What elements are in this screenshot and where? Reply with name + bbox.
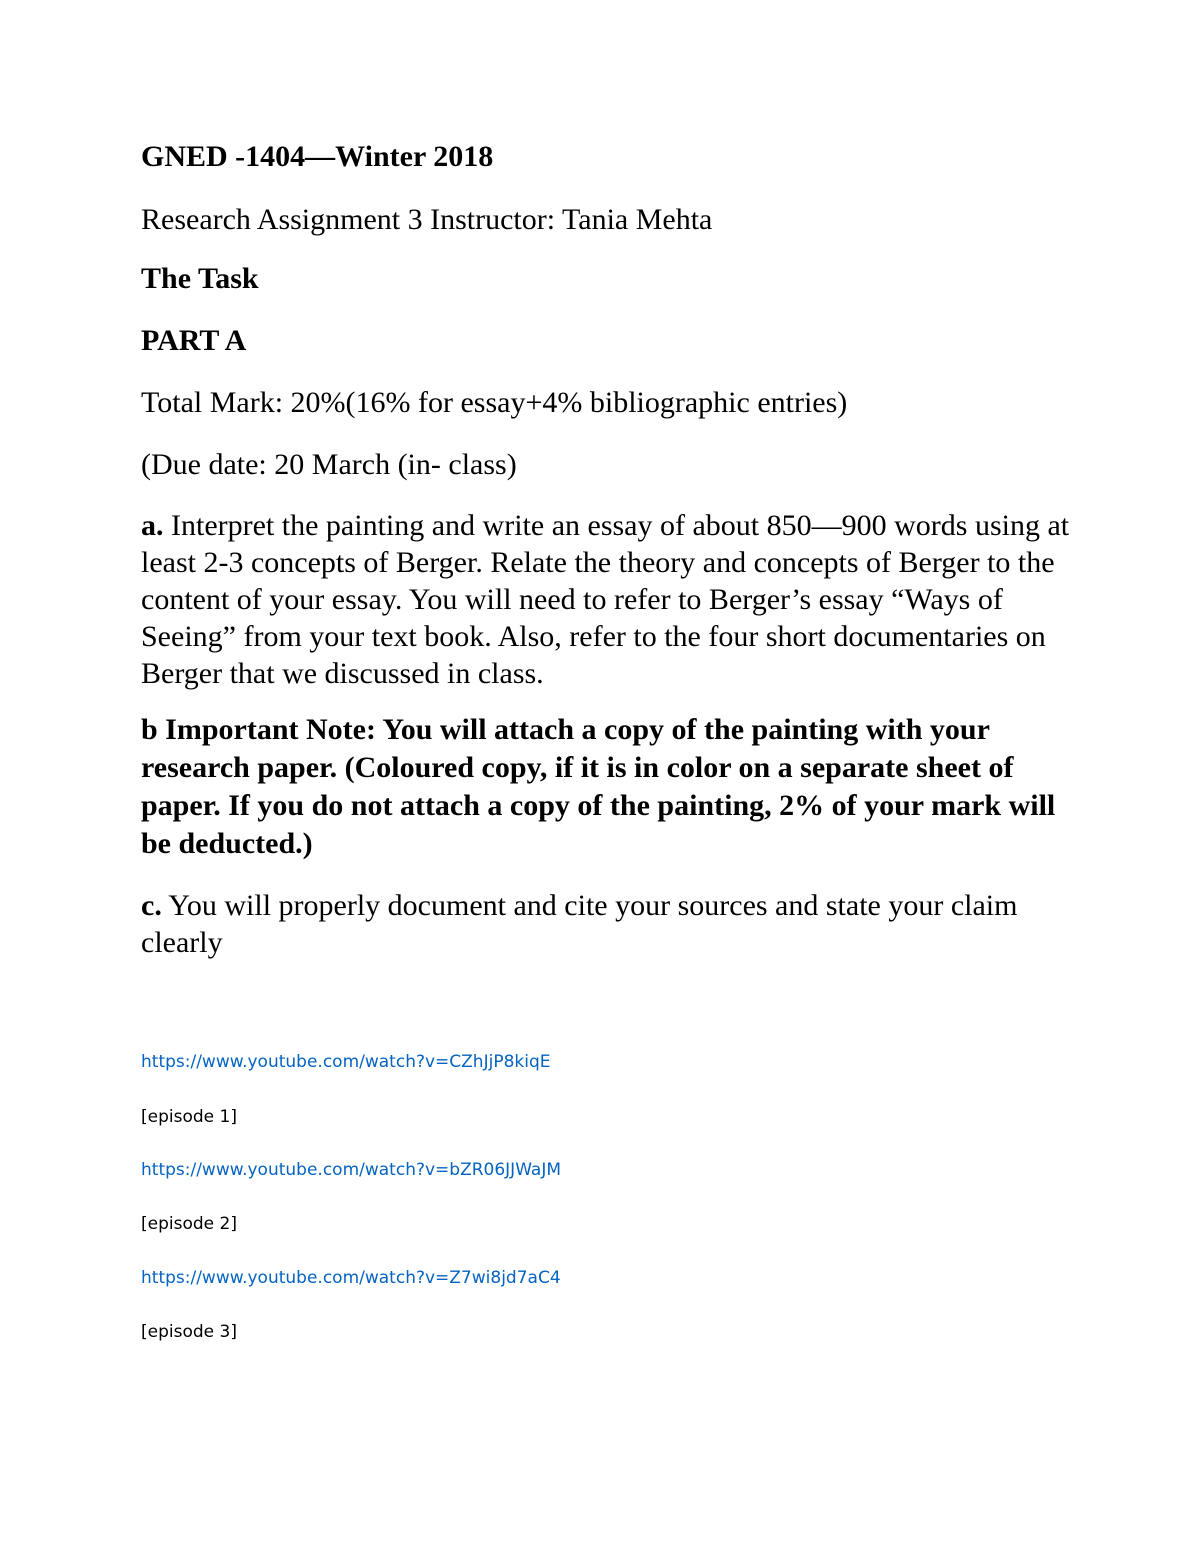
item-b-important-note: b Important Note: You will attach a copy of the painting with your research paper. (Coloured copy, if it is in color on a separate sheet of paper. If you do not attach a copy of the painting, 2% of your mark will be deducted.) [141, 713, 1056, 860]
item-a-paragraph [141, 507, 1071, 692]
item-c-paragraph [141, 887, 1071, 961]
part-heading: PART A [141, 324, 247, 357]
youtube-link-episode-3[interactable]: https://www.youtube.com/watch?v=Z7wi8jd7aC4 [141, 1268, 561, 1288]
episode-label-2: [episode 2] [141, 1214, 237, 1234]
due-date: (Due date: 20 March (in- class) [141, 448, 517, 481]
total-mark: Total Mark: 20%(16% for essay+4% bibliographic entries) [141, 386, 848, 419]
course-title: GNED -1404—Winter 2018 [141, 140, 494, 173]
episode-label-3: [episode 3] [141, 1322, 237, 1342]
item-a-text: Interpret the painting and write an essay of about 850—900 words using at least 2-3 concepts of Berger. Relate the theory and concepts of Berger to the content of your essay. You will need to refer to Berger’s essay “Ways of Seeing” from your text book. Also, refer to the four short documentaries on Berger that we discussed in class. [141, 509, 1070, 690]
episode-label-1: [episode 1] [141, 1107, 237, 1127]
item-c-label: c. [141, 889, 162, 922]
youtube-link-episode-2[interactable]: https://www.youtube.com/watch?v=bZR06JJWaJM [141, 1160, 562, 1180]
youtube-link-episode-1[interactable]: https://www.youtube.com/watch?v=CZhJjP8kiqE [141, 1052, 551, 1072]
assignment-line: Research Assignment 3 Instructor: Tania Mehta [141, 203, 713, 236]
item-c-text: You will properly document and cite your sources and state your claim clearly [141, 889, 1018, 959]
item-a-label: a. [141, 509, 164, 542]
task-heading: The Task [141, 262, 259, 295]
